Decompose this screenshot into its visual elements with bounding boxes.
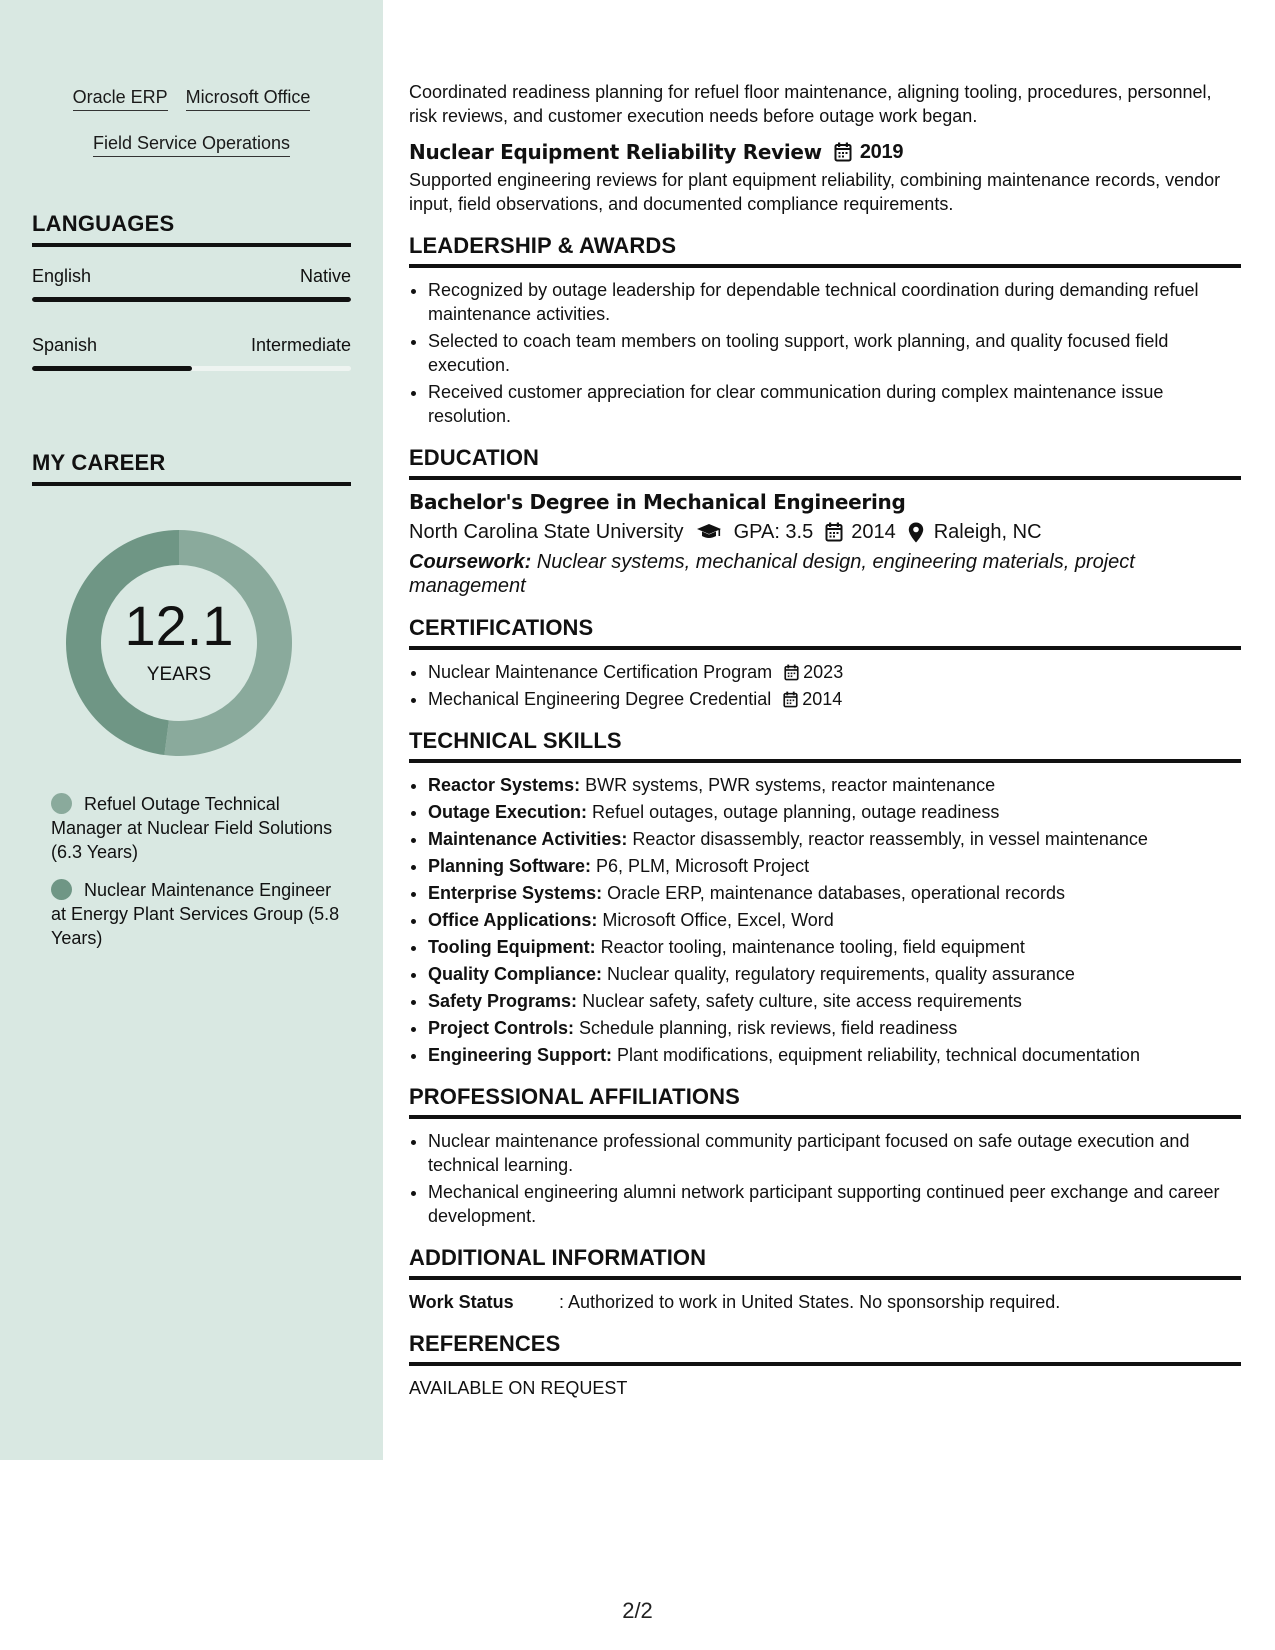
list-item [428, 908, 1241, 932]
skill-values: Nuclear quality, regulatory requirements, quality assurance [602, 964, 1075, 984]
experience-date [834, 140, 903, 164]
experience-year: 2019 [859, 141, 904, 163]
skill-category: Quality Compliance: [428, 964, 603, 984]
calendar-icon [783, 691, 798, 708]
certifications-list [409, 660, 1241, 711]
skill-values: Oracle ERP, maintenance databases, operational records [602, 883, 1066, 903]
list-item: • Received customer appreciation for clear communication during complex maintenance issue resolution. [428, 380, 1241, 428]
language-level: Intermediate [250, 335, 351, 355]
certification-year: 2023 [803, 662, 844, 682]
education-year: 2014 [851, 521, 896, 543]
skill-category: Maintenance Activities: [428, 829, 628, 849]
experience-title: Nuclear Equipment Reliability Review [409, 140, 822, 164]
career-heading: MY CAREER [32, 450, 351, 486]
references-heading: REFERENCES [409, 1332, 1241, 1366]
career-dot-icon [51, 793, 72, 814]
language-item [32, 335, 351, 371]
references-text: AVAILABLE ON REQUEST [409, 1378, 628, 1398]
skill-tags [32, 86, 351, 178]
certification-name: • Nuclear Maintenance Certification Program [428, 662, 773, 682]
skill-category: Enterprise Systems: [428, 883, 603, 903]
language-level: Native [299, 266, 351, 286]
skill-values: Reactor disassembly, reactor reassembly, in vessel maintenance [627, 829, 1148, 849]
skill-category: Engineering Support: [428, 1045, 612, 1065]
language-proficiency-fill [32, 297, 351, 302]
list-item [428, 1043, 1241, 1067]
skill-values: Nuclear safety, safety culture, site access requirements [577, 991, 1022, 1011]
skill-values: Refuel outages, outage planning, outage readiness [587, 802, 1000, 822]
language-name: English [32, 266, 92, 286]
additional-information-heading: ADDITIONAL INFORMATION [409, 1246, 1241, 1280]
career-item [51, 792, 341, 864]
skill-tag: Field Service Operations [93, 132, 290, 157]
affiliations-list [409, 1129, 1241, 1228]
main-content [409, 80, 1241, 1400]
list-item [428, 827, 1241, 851]
list-item: • Recognized by outage leadership for dependable technical coordination during demanding refuel maintenance activities. [428, 278, 1241, 326]
skill-category: Planning Software: [428, 856, 592, 876]
education-school: North Carolina State University [409, 521, 684, 543]
list-item: • Selected to coach team members on tooling support, work planning, and quality focused field execution. [428, 329, 1241, 377]
calendar-icon [834, 142, 852, 162]
experience-description: Coordinated readiness planning for refuel floor maintenance, aligning tooling, procedures, personnel, risk reviews, and customer execution needs before outage work began. [409, 82, 1212, 126]
work-status-row [409, 1290, 1241, 1314]
list-item [428, 989, 1241, 1013]
skill-values: Schedule planning, risk reviews, field readiness [574, 1018, 958, 1038]
education-gpa: GPA: 3.5 [733, 521, 814, 543]
language-item [32, 266, 351, 302]
education-heading: EDUCATION [409, 446, 1241, 480]
calendar-icon [825, 522, 843, 542]
location-pin-icon [908, 522, 924, 543]
page-number: 2/2 [622, 1598, 653, 1623]
leadership-heading: LEADERSHIP & AWARDS [409, 234, 1241, 268]
skill-category: Safety Programs: [428, 991, 578, 1011]
language-proficiency-bar [32, 366, 351, 371]
skill-values: Microsoft Office, Excel, Word [597, 910, 834, 930]
coursework-label: Coursework: [409, 551, 532, 573]
skill-category: Tooling Equipment: [428, 937, 596, 957]
career-dot-icon [51, 879, 72, 900]
list-item [428, 935, 1241, 959]
language-name: Spanish [32, 335, 98, 355]
language-proficiency-fill [32, 366, 192, 371]
certification-name: • Mechanical Engineering Degree Credential [428, 689, 772, 709]
technical-skills-heading: TECHNICAL SKILLS [409, 729, 1241, 763]
skill-category: Project Controls: [428, 1018, 575, 1038]
list-item: • Mechanical engineering alumni network participant supporting continued peer exchange and career development. [428, 1180, 1241, 1228]
certification-year: 2014 [802, 689, 843, 709]
list-item [428, 773, 1241, 797]
career-total-unit: YEARS [146, 664, 212, 685]
list-item [428, 687, 1241, 711]
sidebar [0, 0, 383, 1460]
list-item [428, 660, 1241, 684]
skill-values: Plant modifications, equipment reliability, technical documentation [612, 1045, 1140, 1065]
career-item-text: Refuel Outage Technical Manager at Nuclear Field Solutions (6.3 Years) [51, 794, 333, 862]
technical-skills-list [409, 773, 1241, 1067]
education-degree: Bachelor's Degree in Mechanical Engineering [409, 490, 906, 514]
experience-title-row [409, 140, 1241, 164]
education-meta [409, 520, 1241, 544]
list-item [428, 962, 1241, 986]
skill-tag: Microsoft Office [186, 86, 311, 111]
skill-values: Reactor tooling, maintenance tooling, field equipment [595, 937, 1025, 957]
leadership-list [409, 278, 1241, 428]
skill-tag: Oracle ERP [73, 86, 168, 111]
career-total-years: 12.1 [124, 594, 234, 657]
career-list [51, 792, 341, 964]
coursework-text: Nuclear systems, mechanical design, engineering materials, project management [409, 551, 1135, 597]
experience-description: Supported engineering reviews for plant equipment reliability, combining maintenance records, vendor input, field observations, and documented compliance requirements. [409, 170, 1221, 214]
skill-category: Reactor Systems: [428, 775, 581, 795]
languages-heading: LANGUAGES [32, 211, 351, 247]
skill-category: Office Applications: [428, 910, 598, 930]
affiliations-heading: PROFESSIONAL AFFILIATIONS [409, 1085, 1241, 1119]
calendar-icon [784, 664, 799, 681]
list-item [428, 854, 1241, 878]
career-donut-chart [66, 530, 292, 756]
language-proficiency-bar [32, 297, 351, 302]
skill-values: BWR systems, PWR systems, reactor maintenance [580, 775, 996, 795]
list-item [428, 800, 1241, 824]
list-item [428, 881, 1241, 905]
career-item [51, 878, 341, 950]
skill-values: P6, PLM, Microsoft Project [591, 856, 810, 876]
work-status-value: : Authorized to work in United States. No sponsorship required. [559, 1292, 1061, 1312]
list-item: • Nuclear maintenance professional community participant focused on safe outage execution and technical learning. [428, 1129, 1241, 1177]
work-status-label: Work Status [409, 1292, 514, 1312]
education-location: Raleigh, NC [933, 521, 1042, 543]
certifications-heading: CERTIFICATIONS [409, 616, 1241, 650]
list-item [428, 1016, 1241, 1040]
graduation-cap-icon [696, 523, 722, 541]
skill-category: Outage Execution: [428, 802, 588, 822]
career-item-text: Nuclear Maintenance Engineer at Energy Plant Services Group (5.8 Years) [51, 880, 340, 948]
education-coursework [409, 550, 1241, 598]
